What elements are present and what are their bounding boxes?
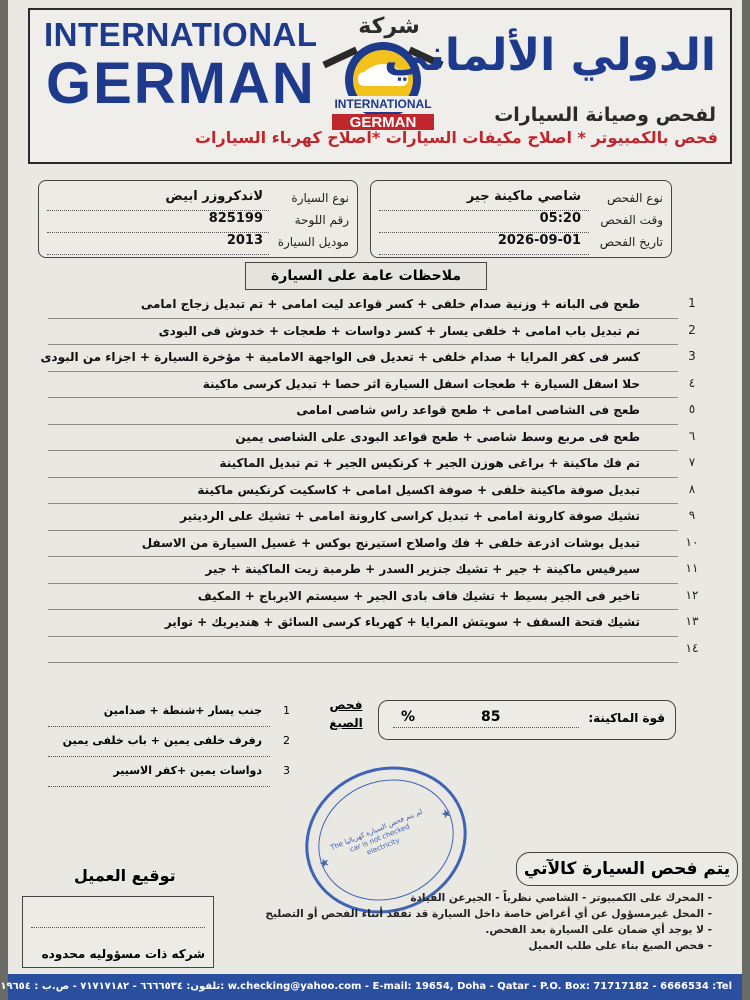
observation-number: 1: [688, 296, 696, 310]
observation-number: ١٢: [685, 587, 699, 602]
engine-power-box: [378, 700, 676, 740]
check-procedure-item: - فحص الصبغ بناء على طلب العميل: [528, 940, 712, 952]
contact-footer-text: تلفون: ٦٦٦٦٥٣٤ - ٧١٧١٧١٨٢ - ص.ب : ١٩٦٥٤ : w.checking@yahoo.com - E-mail: 19654, Doha - Qatar - P.O. Box: 71717182 - 6666534 :Tel: [0, 981, 732, 992]
observation-number: ١١: [685, 561, 699, 575]
observation-row: [48, 584, 699, 611]
vehicle-model-row: [47, 233, 349, 255]
inspection-type-value: شاصي ماكينة جير: [466, 189, 581, 204]
customer-signature-box: [22, 896, 214, 968]
engine-power-label: قوة الماكينة:: [588, 711, 665, 725]
observation-number: ١٠: [685, 534, 699, 549]
observation-row: [48, 319, 696, 346]
paint-item-number: 2: [283, 734, 290, 747]
paint-item-row: [48, 762, 290, 787]
check-procedure-item: - لا يوجد أي ضمان على السيارة بعد الفحص.: [485, 924, 712, 936]
observation-row: [48, 504, 696, 531]
observation-row: [48, 478, 696, 505]
paint-item-row: [48, 702, 290, 727]
observation-text: سيرفيس ماكينة + جير + تشيك جنزير السدر + طرمبة زيت الماكينة + جير: [205, 562, 640, 576]
observation-text: تشيك صوفة كارونة امامى + تبديل كراسى كارونة امامى + تشيك على الرديتير: [180, 509, 640, 523]
vehicle-plate-value: 825199: [208, 211, 263, 226]
company-name-en-line2: GERMAN: [46, 51, 316, 116]
paint-item-row: [48, 732, 290, 757]
observations-list: [40, 292, 699, 663]
vehicle-model-value: 2013: [226, 233, 263, 248]
observation-number: ٥: [688, 402, 696, 416]
observation-number: 3: [688, 349, 696, 363]
observation-text: تشيك فتحة السقف + سويتش المرايا + كهرباء كرسى السائق + هنديريك + تواير: [164, 615, 640, 629]
contact-footer: [0, 974, 742, 1000]
inspection-date-label: تاريخ الفحص: [599, 235, 663, 249]
check-procedure-list: [265, 890, 712, 954]
vehicle-plate-row: [47, 211, 349, 233]
observation-text: طعج فى الشاصى امامى + طعج قواعد راس شاصى امامى: [296, 403, 640, 417]
engine-power-line: [393, 727, 579, 728]
company-legal-status: شركه ذات مسؤوليه محدوده: [41, 947, 205, 961]
inspection-type-row: [379, 189, 663, 211]
inspection-type-label: نوع الفحص: [606, 191, 663, 205]
paint-check-label-line1: فحص: [329, 698, 363, 712]
paint-item-text: دواسات يمين +كفر الاسيير: [113, 764, 262, 777]
observation-number: ٧: [688, 455, 696, 469]
observation-text: تم تبديل باب امامى + خلفى يسار + كسر دواسات + طعجات + خدوش فى البودى: [158, 323, 640, 338]
vehicle-type-row: [47, 189, 349, 211]
observation-number: ٩: [688, 508, 696, 522]
observation-number: ١٤: [685, 640, 699, 655]
stamp-star-icon: ★: [316, 854, 333, 872]
stamp-star-icon: ★: [438, 805, 454, 823]
inspection-time-row: [379, 211, 663, 233]
inspection-date-value: 2026-09-01: [497, 233, 581, 248]
observation-row: [48, 610, 699, 637]
company-services-ar: فحص بالكمبيوتر * اصلاح مكيفات السيارات *اصلاح كهرباء السيارات: [194, 128, 718, 147]
paint-check-label: [326, 696, 366, 732]
paint-item-text: جنب يسار +شنطة + صدامين: [103, 704, 262, 717]
vehicle-plate-label: رقم اللوحة: [294, 213, 349, 227]
stamp-text: لم يتم فحص السيارة كهربائيا The car is not checked electricity: [329, 807, 424, 857]
observation-row: [48, 531, 699, 558]
vehicle-type-value: لاندكروزر ابيض: [165, 189, 263, 204]
observation-text: طعج فى البانه + وزنية صدام خلفى + كسر قواعد ليت امامى + تم تبديل زجاج امامى: [140, 297, 640, 311]
check-procedure-badge: يتم فحص السيارة كالآتي: [516, 852, 738, 886]
vehicle-info-box: [38, 180, 358, 258]
observation-text: تبديل بوشات اذرعة خلفى + فك واصلاح استيرنج بوكس + غسيل السيارة من الاسفل: [141, 535, 640, 550]
paint-item-number: 3: [283, 764, 290, 777]
observation-row: [48, 451, 696, 478]
company-name-ar: الدولي الألماني: [383, 30, 716, 81]
observation-number: ١٣: [685, 614, 699, 628]
inspection-info-box: [370, 180, 672, 258]
observation-text: تبديل صوفة ماكينة خلفى + صوفة اكسيل امامى + كاسكيت كرنكيس ماكينة: [197, 482, 640, 497]
company-name-en-line1: INTERNATIONAL: [44, 16, 318, 53]
inspection-date-row: [379, 233, 663, 255]
observation-number: ٨: [688, 481, 696, 496]
observation-text: طعج فى مربع وسط شاصى + طعج قواعد البودى على الشاصى يمين: [235, 429, 640, 444]
observation-row: [48, 292, 696, 319]
observation-row: [48, 557, 699, 584]
inspection-time-label: وقت الفحص: [600, 213, 663, 227]
company-word-ar: شركة: [358, 14, 420, 39]
check-procedure-item: - المحل غيرمسؤول عن أي أغراض خاصة داخل السيارة قد تفقد أثناء الفحص أو التصليح: [265, 908, 712, 920]
observation-text: تم فك ماكينة + براغى هوزن الجير + كرنكيس الجير + تم تبديل الماكينة: [219, 456, 640, 470]
inspection-time-value: 05:20: [539, 211, 581, 226]
observation-number: 2: [688, 322, 696, 337]
engine-power-value: 85: [481, 709, 501, 725]
observation-row: [48, 637, 699, 664]
letterhead: [28, 8, 732, 164]
vehicle-model-line: [47, 254, 269, 255]
signature-line: [31, 927, 205, 928]
check-procedure-item: - المحرك على الكمبيوتر - الشاصي نظرياً - الجيرعن القيادة: [410, 892, 712, 904]
observation-row: [48, 425, 696, 452]
inspection-date-line: [379, 254, 589, 255]
paint-check-label-line2: الصبغ: [329, 716, 363, 730]
observation-row: [48, 398, 696, 425]
engine-power-unit: %: [401, 709, 416, 725]
paint-item-text: رفرف خلفى يمين + باب خلفى يمين: [62, 734, 262, 747]
observation-row: [40, 345, 696, 372]
observation-text: تاخير فى الجير بسيط + تشيك فاف بادى الجير + سيستم الايرباج + المكيف: [197, 588, 640, 603]
observations-title: ملاحظات عامة على السيارة: [245, 262, 487, 290]
logo-text-line1: INTERNATIONAL: [334, 97, 432, 111]
logo-text-line2: GERMAN: [349, 114, 417, 131]
vehicle-type-label: نوع السيارة: [291, 191, 349, 205]
customer-signature-label: توقيع العميل: [74, 866, 176, 885]
observation-number: ٤: [688, 375, 696, 390]
company-subtitle-ar: لفحص وصيانة السيارات: [494, 104, 716, 126]
observation-text: حلا اسفل السيارة + طعجات اسفل السيارة اثر حصا + تبديل كرسى ماكينة: [202, 376, 640, 391]
observation-text: كسر فى كفر المرايا + صدام خلفى + تعديل فى الواجهة الامامية + مؤخرة السيارة + اجزاء من البودى: [40, 350, 640, 364]
paint-item-number: 1: [283, 704, 290, 717]
vehicle-model-label: موديل السيارة: [277, 235, 349, 249]
observation-row: [48, 372, 696, 399]
observation-number: ٦: [688, 428, 696, 443]
